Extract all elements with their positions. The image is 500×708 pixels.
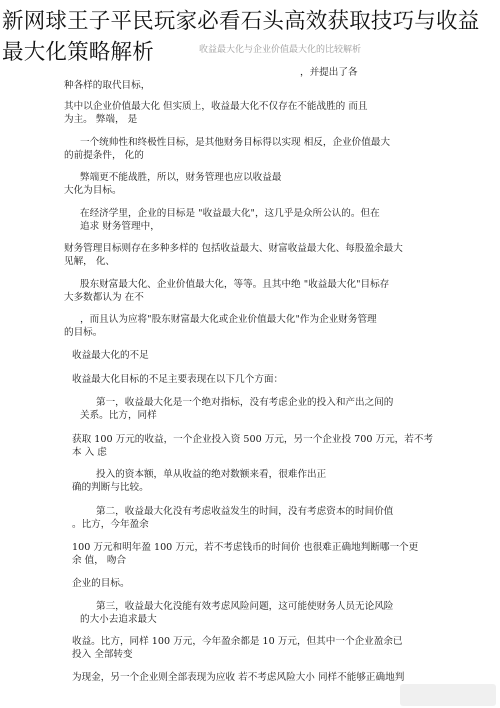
doc-line: 第一，收益最大化是一个绝对指标，没有考虑企业的投入和产出之间的: [96, 397, 394, 408]
doc-line: 余 值， 吻合: [72, 555, 127, 566]
doc-line: 本 入 虑: [72, 447, 107, 458]
doc-line: 种各样的取代目标，: [64, 80, 151, 91]
doc-line: 大化为目标。: [64, 185, 122, 196]
doc-line: 为主。 弊端， 是: [64, 114, 138, 125]
doc-line: 收益最大化目标的不足主要表现在以下几个方面：: [72, 374, 284, 385]
doc-line: 第二，收益最大化没有考虑收益发生的时间，没有考虑资本的时间价值: [96, 506, 394, 517]
doc-line: 的目标。: [64, 327, 103, 338]
doc-line: 的大小去追求最大: [80, 614, 157, 625]
doc-line: 关系。比方，同样: [80, 410, 157, 421]
doc-line: 投入 全部转变: [72, 649, 133, 660]
overlay-title: 新网球王子平民玩家必看石头高效获取技巧与收益最大化策略解析: [2, 9, 480, 65]
watermark: [400, 684, 496, 706]
doc-line: 获取 100 万元的收益，一个企业投入资 500 万元，另一个企业投 700 万元，若不考: [72, 434, 434, 445]
doc-line: ，并提出了各: [300, 67, 358, 78]
doc-line: 投入的资本额，单从收益的绝对数额来看，很难作出正: [96, 469, 327, 480]
section-heading: 收益最大化的不足: [72, 350, 149, 361]
doc-line: 追求 财务管理中，: [80, 221, 160, 232]
doc-line: 。比方，今年盈余: [72, 519, 149, 530]
doc-line: 为现金，另一个企业则全部表现为应收 若不考虑风险大小 同样不能够正确地判: [72, 672, 405, 683]
doc-line: 弊端更不能战胜，所以，财务管理也应以收益最: [80, 172, 282, 183]
doc-line: 收益。比方，同样 100 万元，今年盈余都是 10 万元，但其中一个企业盈余已: [72, 636, 403, 647]
doc-line: 100 万元和明年盈 100 万元，若不考虑钱币的时间价 也很难正确地判断哪一个更: [72, 542, 419, 553]
doc-line: 企业的目标。: [72, 578, 130, 589]
doc-line: 股东财富最大化、企业价值最大化，等等。且其中绝 "收益最大化"目标存: [80, 279, 390, 290]
doc-line: ，而且认为应将"股东财富最大化或企业价值最大化"作为企业财务管理: [80, 314, 377, 325]
doc-line: 确的判断与比较。: [72, 482, 149, 493]
doc-line: 见解， 化、: [64, 256, 116, 267]
doc-line: 第三，收益最大化没能有效考虑风险问题，这可能使财务人员无论风险: [96, 601, 394, 612]
doc-line: 其中以企业价值最大化 但实质上，收益最大化不仅存在不能战胜的 而且: [64, 101, 368, 112]
doc-line: 的前提条件， 化的: [64, 150, 144, 161]
doc-line: 大多数都认为 在不: [64, 292, 144, 303]
document-heading: 收益最大化与企业价值最大化的比较解析: [198, 45, 361, 55]
doc-line: 一个统帅性和终极性目标，是其他财务目标得以实现 相反，企业价值最大: [80, 137, 391, 148]
doc-line: 在经济学里，企业的目标是 "收益最大化"，这几乎是众所公认的。但在: [80, 208, 380, 219]
doc-line: 财务管理目标则存在多种多样的 包括收益最大、财富收益最大化、每股盈余最大: [64, 243, 403, 254]
